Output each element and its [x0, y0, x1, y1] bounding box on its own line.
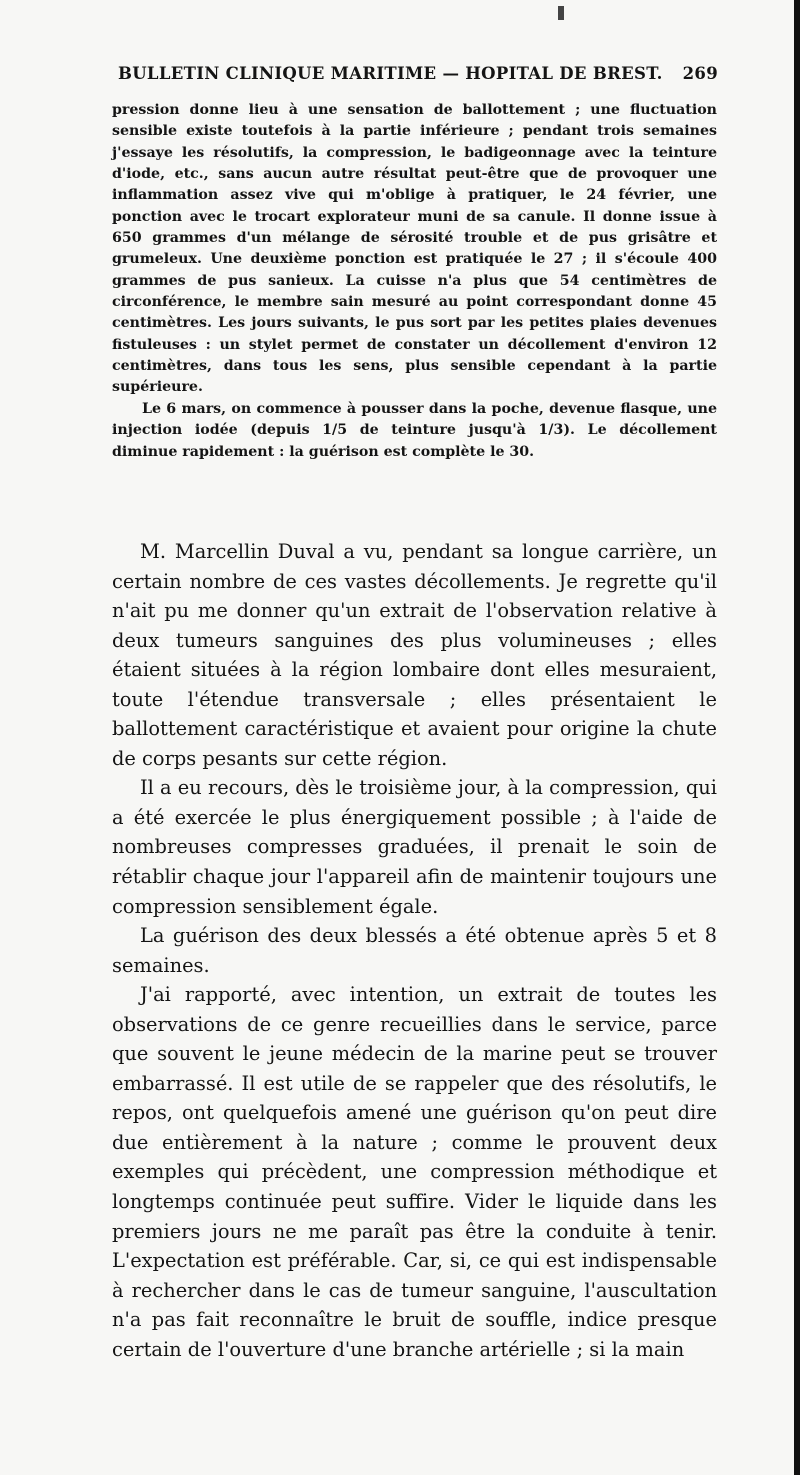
running-header: [118, 64, 718, 83]
running-title: BULLETIN CLINIQUE MARITIME — HOPITAL DE BREST.: [118, 64, 663, 83]
paragraph: pression donne lieu à une sensation de ballottement ; une fluctuation sensible existe toutefois à la partie inférieure ; pendant trois semaines j'essaye les résolutifs, la compression, le badigeonnage avec la teinture d'iode, etc., sans aucun autre résultat peut-être que de provoquer une inflammation assez vive qui m'oblige à pratiquer, le 24 février, une ponction avec le trocart explorateur muni de sa canule. Il donne issue à 650 grammes d'un mélange de sérosité trouble et de pus grisâtre et grumeleux. Une deuxième ponction est pratiquée le 27 ; il s'écoule 400 grammes de pus sanieux. La cuisse n'a plus que 54 centimètres de circonférence, le membre sain mesuré au point correspondant donne 45 centimètres. Les jours suivants, le pus sort par les petites plaies devenues fistuleuses : un stylet permet de constater un décollement d'environ 12 centimètres, dans tous les sens, plus sensible cependant à la partie supérieure.: [112, 102, 717, 396]
scan-mark: [558, 6, 564, 20]
small-print-block: [112, 100, 717, 463]
page-number: 269: [682, 64, 718, 83]
paragraph: Le 6 mars, on commence à pousser dans la poche, devenue flasque, une injection iodée (depuis 1/5 de teinture jusqu'à 1/3). Le décollement diminue rapidement : la guérison est complète le 30.: [112, 400, 717, 460]
page-edge-shadow: [794, 0, 800, 1475]
paragraph: J'ai rapporté, avec intention, un extrait de toutes les observations de ce genre recueillies dans le service, parce que souvent le jeune médecin de la marine peut se trouver embarrassé. Il est utile de se rappeler que des résolutifs, le repos, ont quelquefois amené une guérison qu'on peut dire due entièrement à la nature ; comme le prouvent deux exemples qui précèdent, une compression méthodique et longtemps continuée peut suffire. Vider le liquide dans les premiers jours ne me paraît pas être la conduite à tenir. L'expectation est préférable. Car, si, ce qui est indispensable à rechercher dans le cas de tumeur sanguine, l'auscultation n'a pas fait reconnaître le bruit de souffle, indice presque certain de l'ouverture d'une branche artérielle ; si la main: [112, 983, 717, 1361]
paragraph: M. Marcellin Duval a vu, pendant sa longue carrière, un certain nombre de ces vastes décollements. Je regrette qu'il n'ait pu me donner qu'un extrait de l'observation relative à deux tumeurs sanguines des plus volumineuses ; elles étaient situées à la région lombaire dont elles mesuraient, toute l'étendue transversale ; elles présentaient le ballottement caractéristique et avaient pour origine la chute de corps pesants sur cette région.: [112, 540, 717, 770]
paragraph: Il a eu recours, dès le troisième jour, à la compression, qui a été exercée le plus énergiquement possible ; à l'aide de nombreuses compresses graduées, il prenait le soin de rétablir chaque jour l'appareil afin de maintenir toujours une compression sensiblement égale.: [112, 776, 717, 918]
main-text-block: [112, 537, 717, 1364]
paragraph: La guérison des deux blessés a été obtenue après 5 et 8 semaines.: [112, 924, 717, 977]
